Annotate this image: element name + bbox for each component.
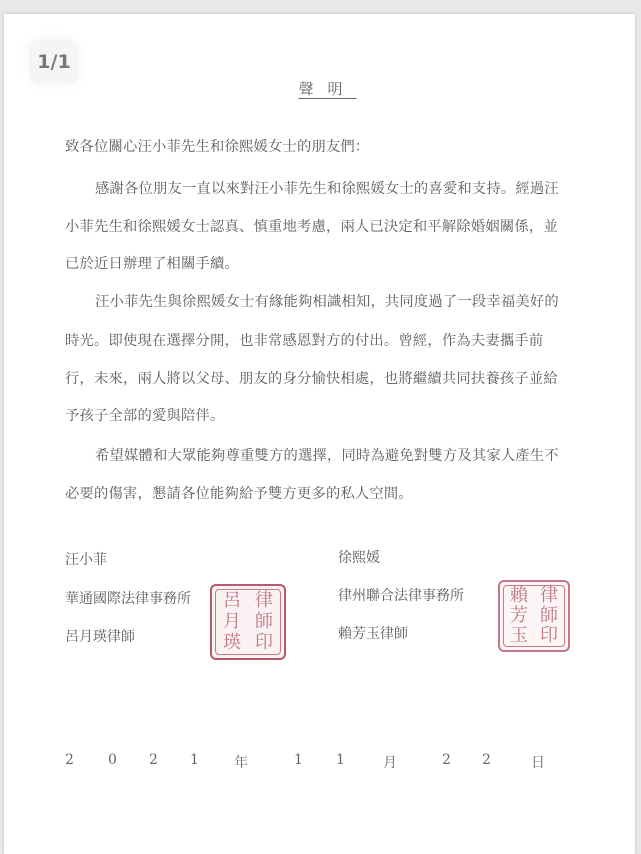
paragraph-line: 感謝各位朋友一直以來對汪小菲先生和徐熙媛女士的喜愛和支持。經過汪 bbox=[95, 181, 559, 197]
seal-char: 芳 bbox=[510, 605, 528, 626]
seal-char: 玉 bbox=[510, 625, 528, 646]
paragraph-line: 希望媒體和大眾能夠尊重雙方的選擇，同時為避免對雙方及其家人產生不 bbox=[95, 448, 559, 464]
seal-char: 印 bbox=[540, 625, 558, 646]
date-digit: 2 bbox=[442, 752, 451, 768]
date-month-label: 月 bbox=[383, 755, 397, 771]
date-year-label: 年 bbox=[234, 755, 248, 771]
seal-char: 師 bbox=[540, 605, 558, 626]
seal-char: 師 bbox=[255, 610, 273, 632]
date-digit: 2 bbox=[149, 752, 158, 768]
lawyer-seal-stamp bbox=[498, 580, 570, 652]
date-digit: 0 bbox=[108, 752, 117, 768]
title-char: 聲 bbox=[298, 80, 328, 98]
paragraph-line: 必要的傷害，懇請各位能夠給予雙方更多的私人空間。 bbox=[65, 486, 413, 502]
paragraph-line: 小菲先生和徐熙媛女士認真、慎重地考慮，兩人已決定和平解除婚姻關係，並 bbox=[65, 219, 558, 235]
law-firm: 華通國際法律事務所 bbox=[65, 591, 191, 607]
date-digit: 1 bbox=[336, 752, 345, 768]
signatory-name: 徐熙媛 bbox=[338, 550, 380, 566]
date-digit: 1 bbox=[294, 752, 303, 768]
seal-char: 瑛 bbox=[223, 632, 241, 654]
paragraph-line: 予孩子全部的愛與陪伴。 bbox=[65, 408, 225, 424]
paragraph-line: 行，未來，兩人將以父母、朋友的身分愉快相處，也將繼續共同扶養孩子並給 bbox=[65, 371, 558, 387]
lawyer-name: 賴芳玉律師 bbox=[338, 626, 408, 642]
date-digit: 1 bbox=[190, 752, 199, 768]
law-firm: 律州聯合法律事務所 bbox=[338, 588, 464, 604]
seal-char: 呂 bbox=[223, 589, 241, 611]
seal-char: 月 bbox=[223, 610, 241, 632]
paragraph-line: 時光。即使現在選擇分開，也非常感恩對方的付出。曾經，作為夫妻攜手前 bbox=[65, 333, 544, 349]
seal-char: 賴 bbox=[510, 585, 528, 606]
salutation: 致各位關心汪小菲先生和徐熙媛女士的朋友們： bbox=[65, 139, 370, 155]
signatory-name: 汪小菲 bbox=[65, 552, 107, 568]
seal-char: 律 bbox=[255, 589, 273, 611]
date-day-label: 日 bbox=[531, 755, 545, 771]
date-digit: 2 bbox=[482, 752, 491, 768]
lawyer-seal-stamp bbox=[210, 584, 286, 660]
page-indicator: 1/1 bbox=[30, 40, 78, 84]
lawyer-name: 呂月瑛律師 bbox=[65, 629, 135, 645]
title-char: 明 bbox=[327, 80, 357, 98]
paragraph-line: 已於近日辦理了相關手續。 bbox=[65, 256, 239, 272]
date-digit: 2 bbox=[65, 752, 74, 768]
document-title bbox=[0, 78, 641, 99]
paragraph-line: 汪小菲先生與徐熙媛女士有緣能夠相識相知，共同度過了一段幸福美好的 bbox=[95, 294, 559, 310]
seal-char: 律 bbox=[540, 585, 558, 606]
seal-char: 印 bbox=[255, 632, 273, 654]
